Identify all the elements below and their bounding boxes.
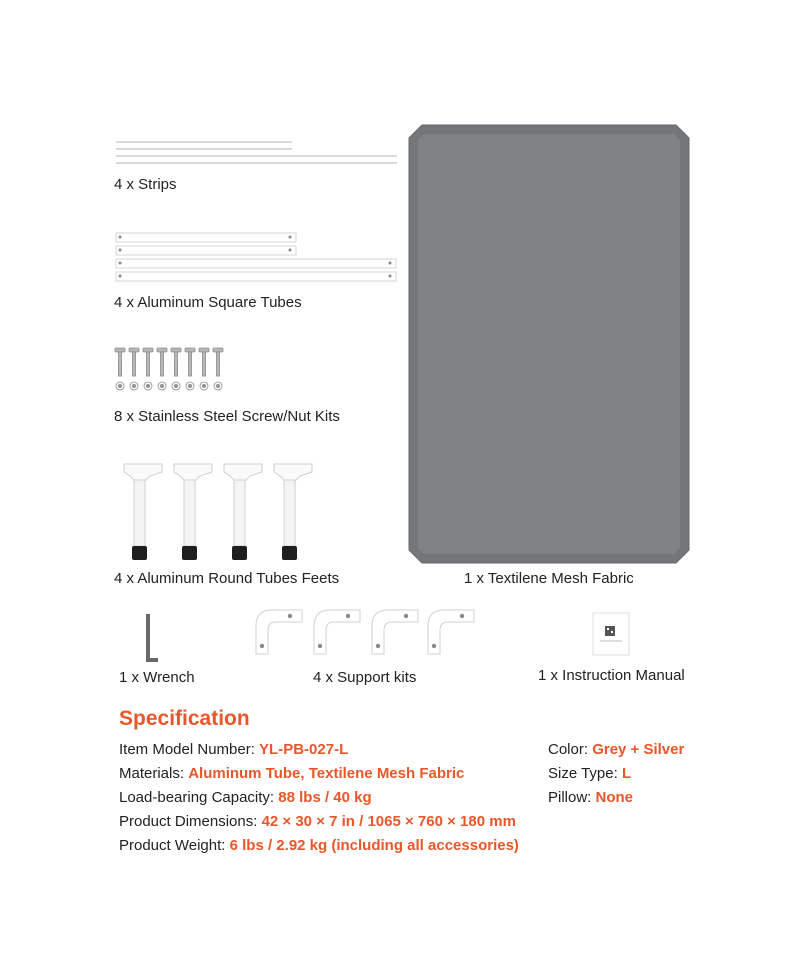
round-tubes-image — [112, 458, 322, 564]
support-kits-image — [252, 604, 484, 660]
spec-value: 42 × 30 × 7 in / 1065 × 760 × 180 mm — [261, 813, 516, 830]
spec-key: Item Model Number: — [119, 741, 260, 758]
spec-color — [548, 741, 684, 758]
spec-materials — [119, 765, 464, 782]
spec-key: Load-bearing Capacity: — [119, 789, 279, 806]
spec-key: Color: — [548, 741, 593, 758]
spec-value: Grey + Silver — [592, 741, 685, 758]
spec-load-capacity — [119, 789, 372, 806]
round-tubes-label: 4 x Aluminum Round Tubes Feets — [114, 570, 340, 587]
strips-label: 4 x Strips — [114, 176, 177, 193]
specification-title: Specification — [119, 707, 250, 730]
instruction-manual-label: 1 x Instruction Manual — [538, 667, 685, 684]
spec-value: 6 lbs / 2.92 kg (including all accessories) — [229, 837, 519, 854]
square-tubes-image — [112, 230, 402, 285]
mesh-fabric-image — [408, 124, 690, 564]
spec-value: Aluminum Tube, Textilene Mesh Fabric — [188, 765, 465, 782]
screw-kits-label: 8 x Stainless Steel Screw/Nut Kits — [114, 408, 340, 425]
spec-pillow — [548, 789, 633, 806]
support-kits-label: 4 x Support kits — [313, 669, 417, 686]
spec-value: L — [621, 765, 632, 782]
spec-value: YL-PB-027-L — [259, 741, 349, 758]
strips-image — [112, 138, 402, 168]
spec-key: Size Type: — [548, 765, 622, 782]
wrench-label: 1 x Wrench — [119, 669, 195, 686]
spec-key: Pillow: — [548, 789, 596, 806]
wrench-image — [142, 612, 162, 664]
instruction-manual-image — [592, 612, 630, 656]
mesh-fabric-label: 1 x Textilene Mesh Fabric — [464, 570, 634, 587]
screw-kits-image — [112, 346, 232, 398]
spec-value: 88 lbs / 40 kg — [278, 789, 372, 806]
spec-key: Product Weight: — [119, 837, 230, 854]
spec-key: Product Dimensions: — [119, 813, 262, 830]
spec-weight — [119, 837, 519, 854]
spec-dimensions — [119, 813, 516, 830]
square-tubes-label: 4 x Aluminum Square Tubes — [114, 294, 302, 311]
spec-size-type — [548, 765, 631, 782]
spec-model-number — [119, 741, 348, 758]
spec-value: None — [595, 789, 634, 806]
spec-key: Materials: — [119, 765, 189, 782]
